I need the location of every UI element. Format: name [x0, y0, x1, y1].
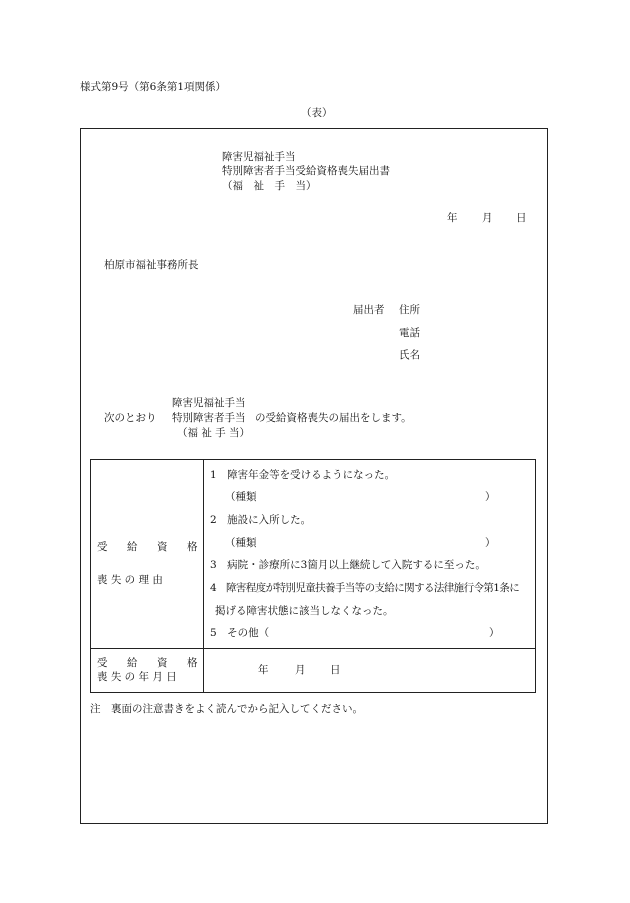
- reason-label-char: 格: [187, 541, 198, 553]
- reason-item-1-close: ）: [485, 491, 496, 503]
- loss-date-label-char: 受: [97, 657, 108, 669]
- reason-table: [90, 459, 536, 693]
- statement-allowance-1: 障害児福祉手当: [172, 397, 246, 409]
- reason-label-char: 資: [157, 541, 168, 553]
- addressee: 柏原市福祉事務所長: [104, 259, 199, 271]
- phone-label: 電話: [399, 327, 420, 339]
- table-column-divider: [203, 460, 204, 692]
- reason-item-1-type: （種類: [225, 491, 257, 503]
- footnote: 注 裏面の注意書きをよく読んでから記入してください。: [90, 703, 363, 715]
- loss-date-label-char: 格: [187, 657, 198, 669]
- reason-item-5-close: ）: [489, 627, 500, 639]
- reason-item-2: 2 施設に入所した。: [210, 514, 312, 526]
- form-number: 様式第9号（第6条第1項関係）: [80, 81, 227, 93]
- reason-item-2-close: ）: [485, 537, 496, 549]
- loss-date-label-char: 資: [157, 657, 168, 669]
- title-line-1: 障害児福祉手当: [222, 151, 296, 163]
- side-label: （表）: [301, 107, 333, 119]
- reason-item-3: 3 病院・診療所に3箇月以上継続して入院するに至った。: [210, 559, 486, 571]
- statement-allowance-3: （福 祉 手 当）: [177, 427, 251, 439]
- statement-prefix: 次のとおり: [104, 412, 157, 424]
- reason-item-5: 5 その他（: [210, 627, 270, 639]
- date-month-label: 月: [482, 212, 493, 224]
- loss-date-year: 年: [258, 664, 269, 676]
- statement-allowance-2: 特別障害者手当: [172, 412, 246, 424]
- reason-label-char: 給: [127, 541, 138, 553]
- reason-item-1: 1 障害年金等を受けるようになった。: [210, 469, 396, 481]
- applicant-role: 届出者: [353, 304, 385, 316]
- loss-date-label-char: 給: [127, 657, 138, 669]
- reason-item-2-type: （種類: [225, 537, 257, 549]
- reason-item-4: 4 障害程度が特別児童扶養手当等の支給に関する法律施行令第1条に: [210, 582, 520, 594]
- address-label: 住所: [399, 304, 420, 316]
- loss-date-label-line-2: 喪 失 の 年 月 日: [97, 671, 177, 683]
- loss-date-month: 月: [295, 664, 306, 676]
- name-label: 氏名: [399, 349, 420, 361]
- reason-item-4-cont: 掲げる障害状態に該当しなくなった。: [215, 605, 394, 617]
- title-line-2: 特別障害者手当受給資格喪失届出書: [222, 165, 390, 177]
- loss-date-day: 日: [330, 664, 341, 676]
- title-line-3: （福 祉 手 当）: [222, 180, 317, 192]
- reason-label-line-2: 喪 失 の 理 由: [97, 574, 163, 586]
- date-day-label: 日: [516, 212, 527, 224]
- date-year-label: 年: [447, 212, 458, 224]
- table-row-divider: [91, 648, 535, 649]
- statement-suffix: の受給資格喪失の届出をします。: [255, 412, 412, 424]
- reason-label-char: 受: [97, 541, 108, 553]
